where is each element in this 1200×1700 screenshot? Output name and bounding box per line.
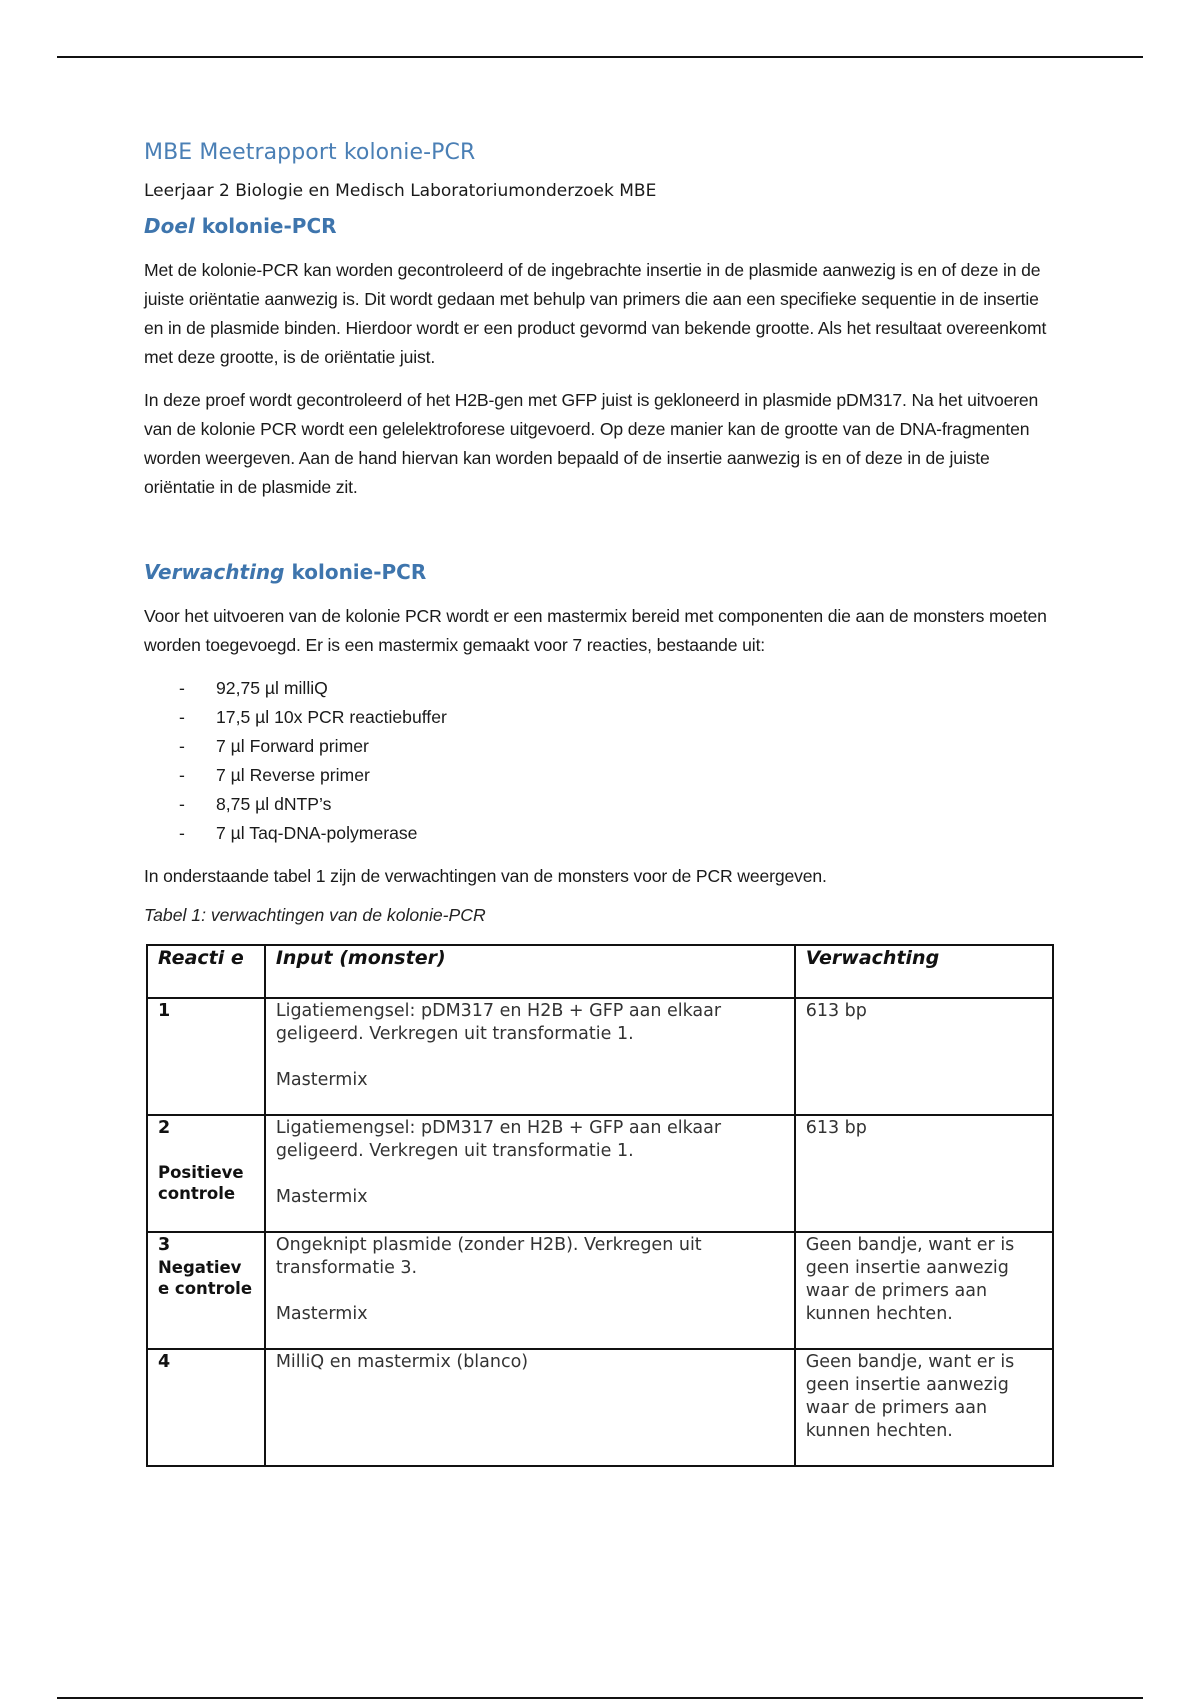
cell-verwachting: Geen bandje, want er is geen insertie aanwezig waar de primers aan kunnen hechten. (795, 1349, 1053, 1466)
heading-italic: Doel (144, 214, 195, 238)
dash-bullet-icon: - (179, 794, 185, 814)
header-reactie: Reacti e (147, 945, 265, 998)
cell-reactie (147, 1349, 265, 1466)
cell-reactie (147, 998, 265, 1115)
list-item-text: 92,75 µl milliQ (216, 678, 328, 698)
cell-reactie (147, 1232, 265, 1349)
reactie-label: Negatiev e controle (158, 1258, 253, 1298)
list-item-text: 7 µl Reverse primer (216, 765, 370, 785)
input-text: Ongeknipt plasmide (zonder H2B). Verkregen uit transformatie 3. (275, 1235, 702, 1278)
doel-paragraph-2: In deze proef wordt gecontroleerd of het H2B-gen met GFP juist is gekloneerd in plasmide pDM317. Na het uitvoeren van de kolonie PCR wordt een gelelektroforese uitgevoerd. Op deze manier kan de grootte van de DNA-fragmenten worden weergeven. Aan de hand hiervan kan worden bepaald of de insertie aanwezig is en of deze in de juiste oriëntatie in de plasmide zit. (144, 390, 1039, 497)
input-mastermix: Mastermix (275, 1304, 368, 1324)
spacer (144, 516, 1056, 560)
table-header-row (147, 945, 1053, 998)
dash-bullet-icon: - (179, 678, 185, 698)
document-title: MBE Meetrapport kolonie-PCR (144, 140, 476, 165)
header-verwachting: Verwachting (795, 945, 1053, 998)
verwachting-intro: Voor het uitvoeren van de kolonie PCR wordt er een mastermix bereid met componenten die aan de monsters moeten worden toegevoegd. Er is een mastermix gemaakt voor 7 reacties, bestaande uit: (144, 606, 1047, 655)
reactie-number: 3 (158, 1235, 171, 1255)
cell-input (265, 1232, 795, 1349)
cell-verwachting: Geen bandje, want er is geen insertie aanwezig waar de primers aan kunnen hechten. (795, 1232, 1053, 1349)
list-item (144, 703, 1056, 732)
table-row (147, 1232, 1053, 1349)
list-item (144, 674, 1056, 703)
table-intro: In onderstaande tabel 1 zijn de verwachtingen van de monsters voor de PCR weergeven. (144, 866, 827, 886)
input-mastermix: Mastermix (275, 1187, 368, 1207)
heading-rest: kolonie-PCR (284, 560, 427, 584)
list-item (144, 790, 1056, 819)
table-row (147, 1349, 1053, 1466)
expectations-table (146, 944, 1054, 1467)
doel-paragraph-1: Met de kolonie-PCR kan worden gecontroleerd of de ingebrachte insertie in de plasmide aanwezig is en of deze in de juiste oriëntatie aanwezig is. Dit wordt gedaan met behulp van primers die aan een specifieke sequentie in de insertie en in de plasmide binden. Hierdoor wordt er een product gevormd van bekende grootte. Als het resultaat overeenkomt met deze grootte, is de oriëntatie juist. (144, 260, 1047, 367)
input-mastermix: Mastermix (275, 1070, 368, 1090)
header-input: Input (monster) (265, 945, 795, 998)
list-item-text: 8,75 µl dNTP’s (216, 794, 332, 814)
table-caption: Tabel 1: verwachtingen van de kolonie-PCR (144, 905, 486, 925)
list-item (144, 819, 1056, 848)
dash-bullet-icon: - (179, 736, 185, 756)
header-rule (57, 56, 1143, 58)
cell-verwachting: 613 bp (795, 1115, 1053, 1232)
footer-rule (57, 1697, 1143, 1699)
document-page (144, 140, 1056, 1467)
table-row (147, 1115, 1053, 1232)
document-subtitle: Leerjaar 2 Biologie en Medisch Laboratoriumonderzoek MBE (144, 181, 657, 201)
reactie-label: Positieve controle (158, 1163, 244, 1203)
input-text: Ligatiemengsel: pDM317 en H2B + GFP aan elkaar geligeerd. Verkregen uit transformatie 1. (275, 1001, 722, 1044)
reactie-number: 4 (158, 1352, 171, 1372)
cell-input (265, 1349, 795, 1466)
cell-verwachting: 613 bp (795, 998, 1053, 1115)
list-item (144, 761, 1056, 790)
cell-reactie (147, 1115, 265, 1232)
section-heading-doel (144, 214, 1056, 238)
input-text: Ligatiemengsel: pDM317 en H2B + GFP aan elkaar geligeerd. Verkregen uit transformatie 1. (275, 1118, 722, 1161)
mastermix-list (144, 674, 1056, 848)
list-item-text: 17,5 µl 10x PCR reactiebuffer (216, 707, 447, 727)
reactie-number: 1 (158, 1001, 171, 1021)
dash-bullet-icon: - (179, 765, 185, 785)
heading-italic: Verwachting (144, 560, 285, 584)
list-item-text: 7 µl Taq-DNA-polymerase (216, 823, 418, 843)
dash-bullet-icon: - (179, 707, 185, 727)
input-text: MilliQ en mastermix (blanco) (275, 1352, 529, 1372)
cell-input (265, 998, 795, 1115)
cell-input (265, 1115, 795, 1232)
list-item-text: 7 µl Forward primer (216, 736, 369, 756)
table-row (147, 998, 1053, 1115)
dash-bullet-icon: - (179, 823, 185, 843)
section-heading-verwachting (144, 560, 1056, 584)
reactie-number: 2 (158, 1118, 171, 1138)
heading-rest: kolonie-PCR (194, 214, 337, 238)
list-item (144, 732, 1056, 761)
